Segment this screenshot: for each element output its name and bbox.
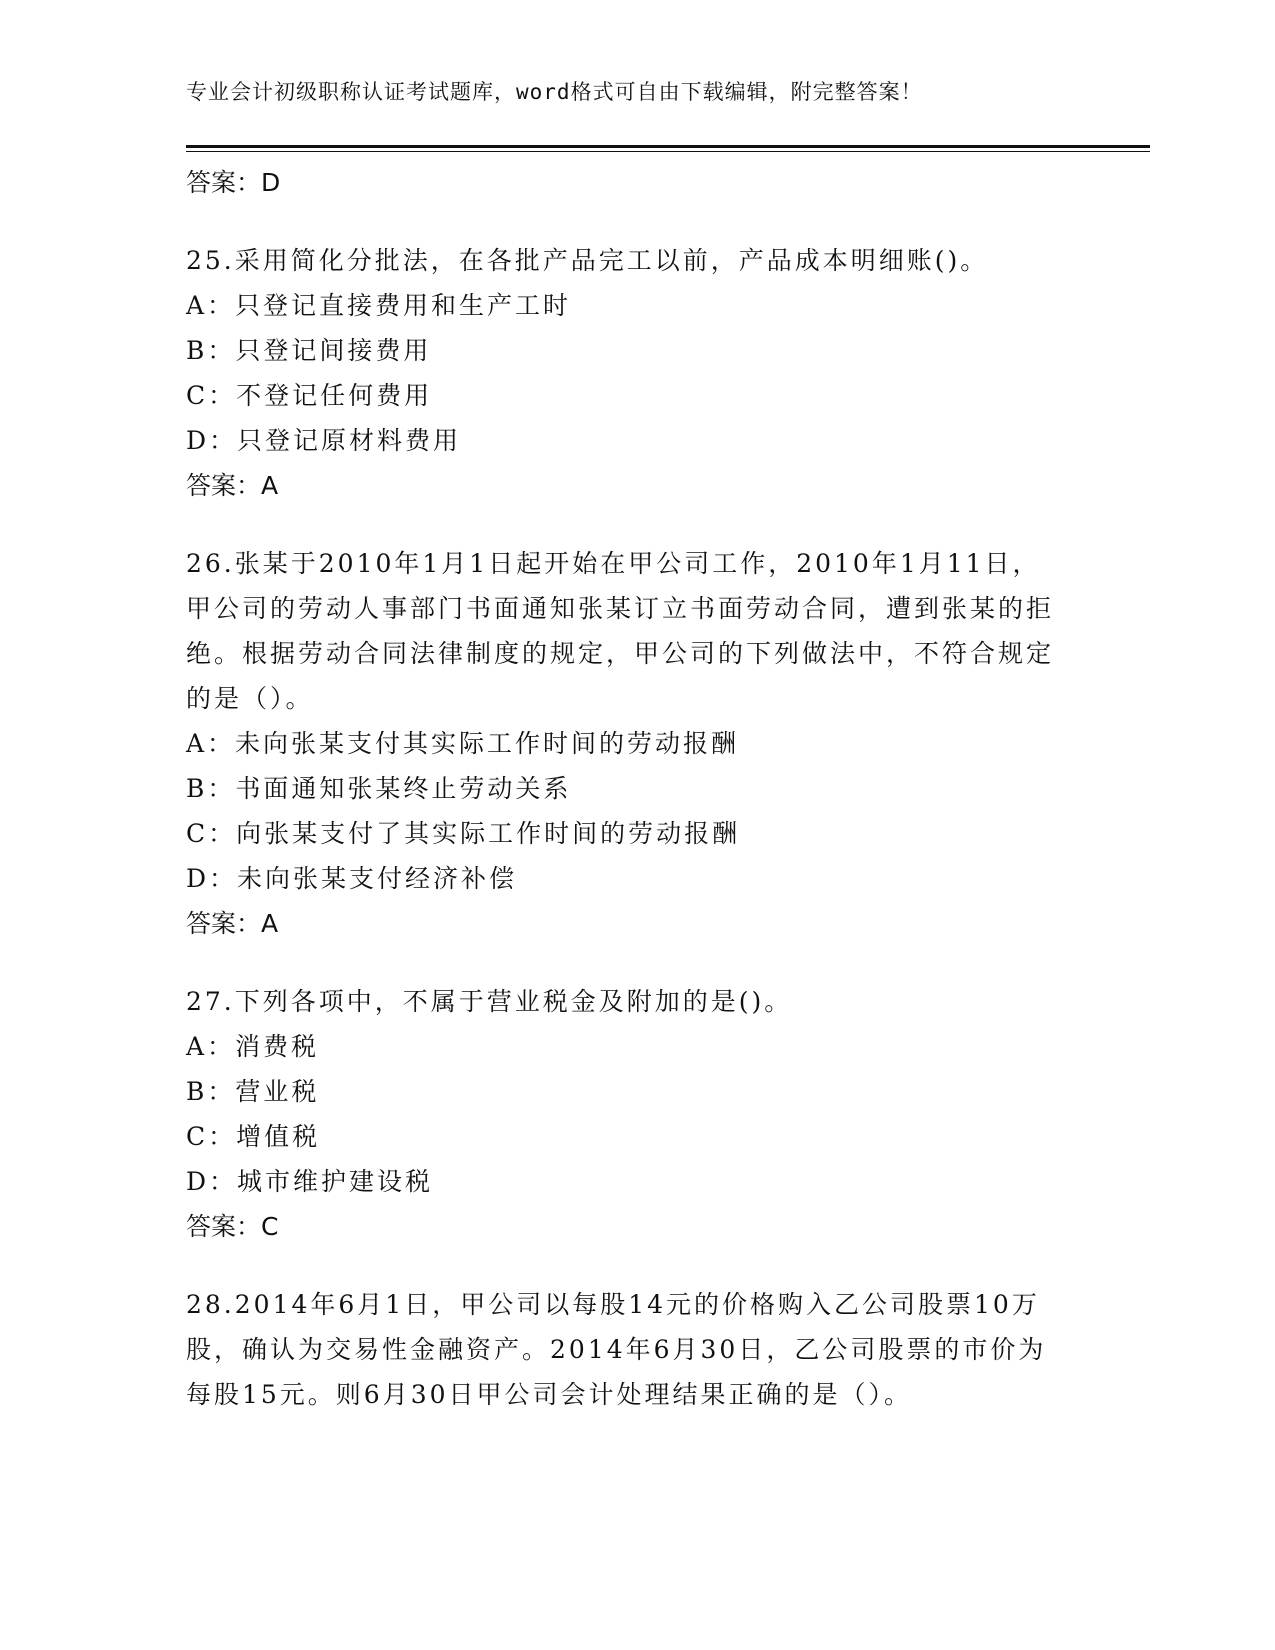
exam-content bbox=[186, 160, 1086, 1417]
page-header: 专业会计初级职称认证考试题库，word格式可自由下载编辑，附完整答案！ bbox=[186, 80, 923, 104]
question-block-27 bbox=[186, 979, 1086, 1250]
option-b: B：书面通知张某终止劳动关系 bbox=[186, 774, 572, 803]
question-text: 27.下列各项中，不属于营业税金及附加的是()。 bbox=[186, 987, 793, 1016]
header-rule-thin bbox=[186, 151, 1150, 152]
question-block-28 bbox=[186, 1282, 1086, 1417]
option-d: D：只登记原材料费用 bbox=[186, 426, 462, 455]
previous-answer: 答案：D bbox=[186, 168, 281, 197]
option-d: D：城市维护建设税 bbox=[186, 1167, 434, 1196]
option-b: B：只登记间接费用 bbox=[186, 336, 432, 365]
option-c: C：增值税 bbox=[186, 1122, 321, 1151]
question-text: 28.2014年6月1日，甲公司以每股14元的价格购入乙公司股票10万股，确认为交易性金融资产。2014年6月30日，乙公司股票的市价为每股15元。则6月30日甲公司会计处理结果正确的是（）。 bbox=[186, 1290, 1047, 1409]
question-block-25 bbox=[186, 238, 1086, 509]
header-rule-thick bbox=[186, 145, 1150, 148]
answer-line: 答案：C bbox=[186, 1212, 279, 1241]
answer-line: 答案：A bbox=[186, 909, 279, 938]
option-a: A：只登记直接费用和生产工时 bbox=[186, 291, 572, 320]
option-a: A：未向张某支付其实际工作时间的劳动报酬 bbox=[186, 729, 740, 758]
question-text: 26.张某于2010年1月1日起开始在甲公司工作，2010年1月11日，甲公司的劳动人事部门书面通知张某订立书面劳动合同，遭到张某的拒绝。根据劳动合同法律制度的规定，甲公司的下列做法中，不符合规定的是（）。 bbox=[186, 549, 1055, 713]
option-d: D：未向张某支付经济补偿 bbox=[186, 864, 518, 893]
option-c: C：向张某支付了其实际工作时间的劳动报酬 bbox=[186, 819, 741, 848]
question-text: 25.采用简化分批法，在各批产品完工以前，产品成本明细账()。 bbox=[186, 246, 989, 275]
option-a: A：消费税 bbox=[186, 1032, 320, 1061]
option-c: C：不登记任何费用 bbox=[186, 381, 433, 410]
answer-line: 答案：A bbox=[186, 471, 279, 500]
option-b: B：营业税 bbox=[186, 1077, 320, 1106]
question-block-26 bbox=[186, 541, 1086, 947]
